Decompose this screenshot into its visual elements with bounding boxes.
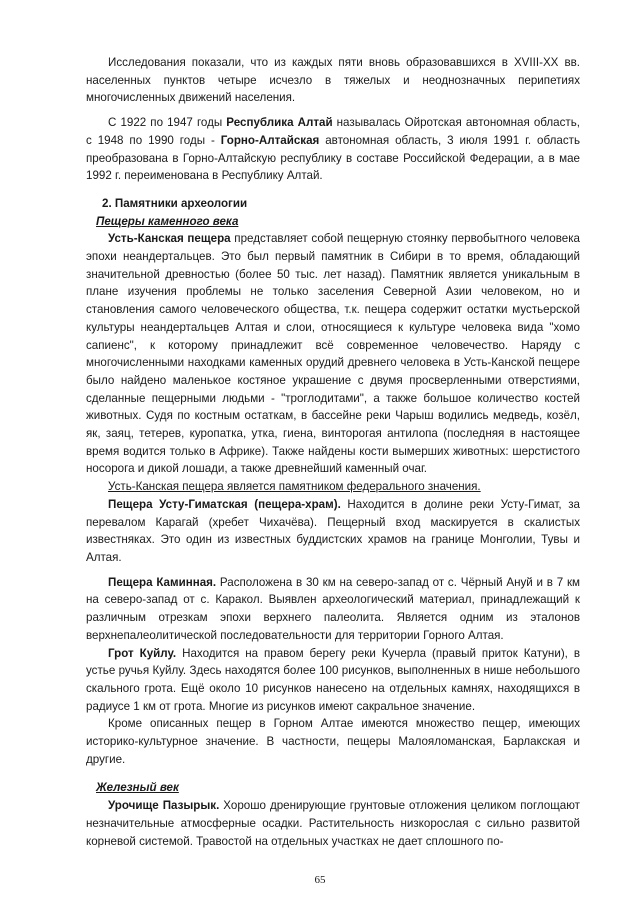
intro-paragraph-2	[86, 114, 580, 185]
subheading-iron-age: Железный век	[96, 781, 179, 795]
republic-altai-term: Республика Алтай	[226, 116, 333, 130]
other-caves-paragraph: Кроме описанных пещер в Горном Алтае имеются множество пещер, имеющих историко-культурное значение. В частности, пещеры Малояломанская, Барлакская и другие.	[86, 717, 580, 766]
ust-kan-federal-text: Усть-Канская пещера является памятником федерального значения.	[108, 480, 481, 494]
ust-kan-text: представляет собой пещерную стоянку первобытного человека эпохи неандертальцев. Это был первый памятник в Сибири в то время, обладающий значительной древностью (более 50 тыс. лет назад). Памятник является уникальным в плане изучения проблемы не только заселения Северной Азии человеком, но и становления самого человеческого общества, т.к. пещера содержит остатки мустьерской культуры неандертальцев Алтая и слои, относящиеся к культуре человека вида "хомо сапиенс", к которому принадлежит всё современное человечество. Наряду с многочисленными находками каменных орудий древнего человека в Усть-Канской пещере было найдено маленькое костяное украшение с двумя просверленными отверстиями, сделанные пещерными людьми - "троглодитами", а также большое количество костей животных. Судя по костным остаткам, в бассейне реки Чарыш водились медведь, козёл, як, заяц, тетерев, куропатка, утка, гиена, винторогая антилопа (последняя в настоящее время водится только в Африке). Также найдены кости вымерших животных: шерстистого носорога и дикой лошади, а также древнейший каменный очаг.	[86, 232, 580, 476]
page-number: 65	[314, 874, 326, 886]
subheading-stone-age-caves: Пещеры каменного века	[96, 214, 239, 228]
pazyryk-paragraph	[86, 797, 580, 850]
ust-kan-federal-note	[86, 478, 580, 496]
gorno-altai-term: Горно-Алтайская	[220, 133, 320, 147]
pazyryk-text: Хорошо дренирующие грунтовые отложения целиком поглощают незначительные атмосферные осадки. Растительность низкорослая с сильно развитой корневой системой. Травостой на отдельных участках не дает сплошного по-	[86, 799, 580, 848]
intro-paragraph-1: Исследования показали, что из каждых пяти вновь образовавшихся в XVIII-XX вв. населенных пунктов четыре исчезло в тяжелых и неоднозначных перипетиях многочисленных движений населения.	[86, 56, 580, 105]
ustu-gimat-text: Находится в долине реки Усту-Гимат, за перевалом Карагай (хребет Чихачёва). Пещерный вход маскируется в скалистых известняках. Это один из известных буддистских храмов на границе Монголии, Тувы и Алтая.	[86, 497, 580, 564]
intro-p2-part-e: автономная область, 3 июля 1991 г. область преобразована в Горно-Алтайскую республику в составе Российской Федерации, а в мае 1992 г. переименована в Республику Алтай.	[86, 133, 580, 183]
document-body	[86, 54, 580, 850]
ust-kan-paragraph	[86, 230, 580, 478]
kuylu-text: Находится на правом берегу реки Кучерла (правый приток Катуни), в устье ручья Куйлу. Здесь находятся более 100 рисунков, выполненных в нише небольшого скального грота. Ещё около 10 рисунков нанесено на отдельных камнях, находящихся в радиусе 1 км от грота. Многие из рисунков имеют сакральное значение.	[86, 646, 580, 713]
kaminnaya-title: Пещера Каминная.	[108, 575, 217, 589]
section-heading: 2. Памятники археологии	[102, 196, 248, 210]
ustu-gimat-paragraph	[86, 496, 580, 567]
ustu-gimat-title: Пещера Усту-Гиматская (пещера-храм).	[108, 497, 341, 511]
pazyryk-title: Урочище Пазырык.	[108, 799, 220, 813]
intro-p2-part-c: называлась Ойротская автономная область, с 1948 по 1990 годы -	[86, 116, 580, 147]
kuylu-paragraph	[86, 645, 580, 716]
ust-kan-title: Усть-Канская пещера	[108, 232, 231, 246]
kaminnaya-text: Расположена в 30 км на северо-запад от с. Чёрный Ануй и в 7 км на северо-запад от с. Каракол. Выявлен археологический материал, принадлежащий к различным отрезкам эпохи верхнего палеолита. Является одним из эталонов верхнепалеолитической последовательности для территории Горного Алтая.	[86, 575, 580, 642]
intro-p2-part-a: С 1922 по 1947 годы	[108, 116, 227, 130]
kaminnaya-paragraph	[86, 574, 580, 645]
kuylu-title: Грот Куйлу.	[108, 646, 177, 660]
